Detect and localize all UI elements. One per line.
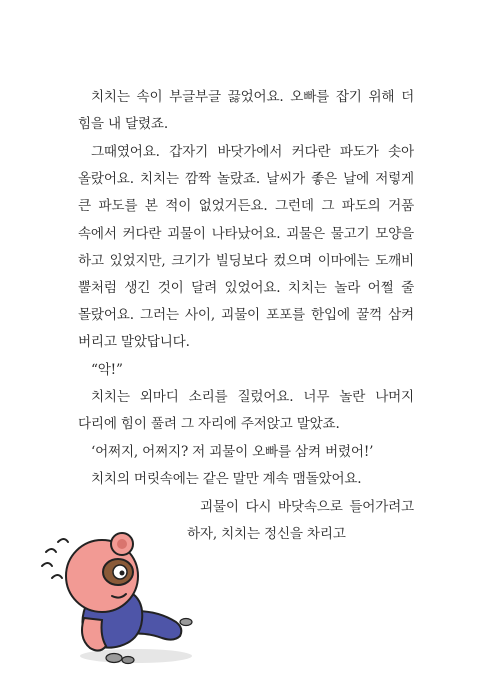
- dizzy-marks-icon: [42, 539, 68, 578]
- story-paragraph: 치치는 외마디 소리를 질렀어요. 너무 놀란 나머지 다리에 힘이 풀려 그 자리에 주저앉고 말았죠.: [78, 389, 414, 433]
- story-paragraph: 치치는 속이 부글부글 끓었어요. 오빠를 잡기 위해 더 힘을 내 달렸죠.: [78, 89, 414, 133]
- arm: [82, 618, 106, 651]
- story-paragraph: 그때였어요. 갑자기 바닷가에서 커다란 파도가 솟아 올랐어요. 치치는 깜짝 놀랐죠. 날씨가 좋은 날에 저렇게 큰 파도를 본 적이 없었거든요. 그런데 그 파도의 거품 속에서 커다란 괴물이 나타났어요. 괴물은 물고기 모양을 하고 있었지만, 크기가 빌딩보다 컸으며 이마에는 도깨비 뿔처럼 생긴 것이 달려 있었어요. 치치는 놀라 어쩔 줄 몰랐어요. 그러는 사이, 괴물이 포포를 한입에 꿀꺽 삼켜 버리고 말았답니다.: [78, 144, 414, 351]
- story-paragraph: 치치의 머릿속에는 같은 말만 계속 맴돌았어요.: [91, 471, 362, 487]
- story-paragraph: 괴물이 다시 바닷속으로 들어가려고 하자, 치치는 정신을 차리고: [187, 499, 414, 543]
- story-exclamation: “악!”: [91, 362, 123, 378]
- story-thought: ‘어쩌지, 어쩌지? 저 괴물이 오빠를 삼켜 버렸어!’: [91, 444, 374, 460]
- crawling-bear-cub-icon: [36, 520, 206, 670]
